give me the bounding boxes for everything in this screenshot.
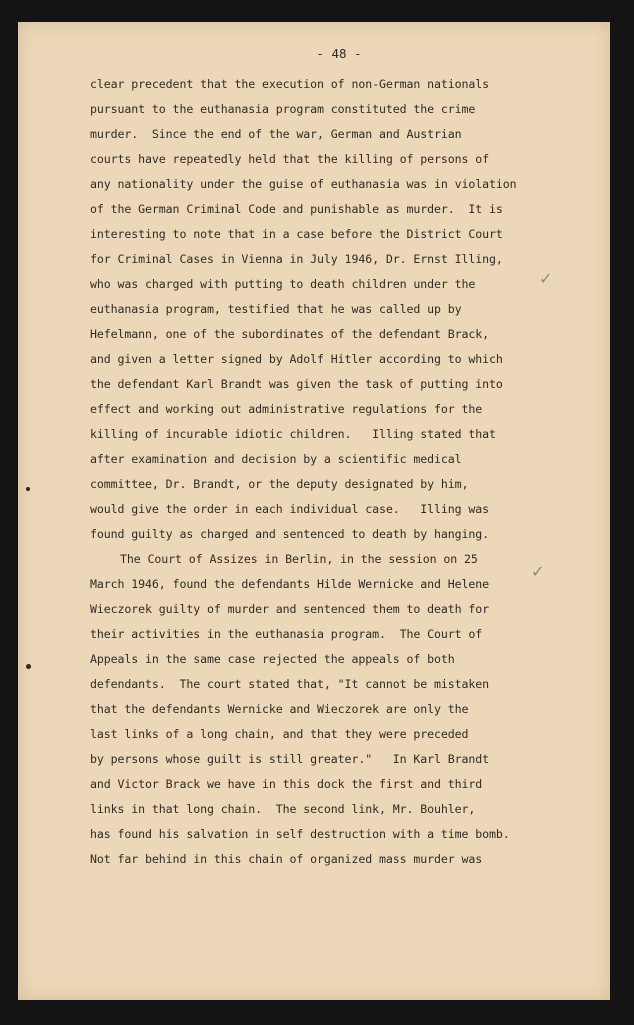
text-line: of the German Criminal Code and punishable as murder. It is — [90, 202, 503, 216]
text-line: by persons whose guilt is still greater." In Karl Brandt — [90, 752, 490, 766]
text-line: defendants. The court stated that, "It cannot be mistaken — [90, 677, 490, 691]
text-line: links in that long chain. The second link, Mr. Bouhler, — [90, 802, 476, 816]
text-line: after examination and decision by a scientific medical — [90, 452, 462, 466]
text-line: Hefelmann, one of the subordinates of the defendant Brack, — [90, 327, 490, 341]
body-text — [90, 72, 590, 872]
text-line: pursuant to the euthanasia program constituted the crime — [90, 102, 476, 116]
text-line: clear precedent that the execution of non-German nationals — [90, 77, 490, 91]
text-line: would give the order in each individual case. Illing was — [90, 502, 490, 516]
text-line: Wieczorek guilty of murder and sentenced them to death for — [90, 602, 490, 616]
text-line: and Victor Brack we have in this dock the first and third — [90, 777, 483, 791]
text-line: any nationality under the guise of euthanasia was in violation — [90, 177, 517, 191]
text-line: killing of incurable idiotic children. Illing stated that — [90, 427, 496, 441]
document-page — [18, 22, 610, 1000]
text-line: the defendant Karl Brandt was given the task of putting into — [90, 377, 503, 391]
paragraph-start-line: The Court of Assizes in Berlin, in the session on 25 — [120, 552, 478, 566]
checkmark-annotation: ✓ — [531, 562, 545, 581]
text-line: courts have repeatedly held that the killing of persons of — [90, 152, 490, 166]
text-line: March 1946, found the defendants Hilde Wernicke and Helene — [90, 577, 490, 591]
text-line: euthanasia program, testified that he was called up by — [90, 302, 462, 316]
page-number: - 48 - — [316, 46, 362, 61]
text-line: has found his salvation in self destruction with a time bomb. — [90, 827, 510, 841]
text-line: Appeals in the same case rejected the appeals of both — [90, 652, 455, 666]
text-line: their activities in the euthanasia program. The Court of — [90, 627, 483, 641]
text-line: found guilty as charged and sentenced to death by hanging. — [90, 527, 490, 541]
margin-dot — [26, 487, 30, 491]
text-line: that the defendants Wernicke and Wieczorek are only the — [90, 702, 469, 716]
text-line: Not far behind in this chain of organized mass murder was — [90, 852, 483, 866]
text-line: who was charged with putting to death children under the — [90, 277, 476, 291]
margin-dot — [26, 664, 31, 669]
checkmark-annotation: ✓ — [539, 269, 553, 288]
text-line: committee, Dr. Brandt, or the deputy designated by him, — [90, 477, 469, 491]
text-line: and given a letter signed by Adolf Hitler according to which — [90, 352, 503, 366]
text-line: effect and working out administrative regulations for the — [90, 402, 483, 416]
text-line: for Criminal Cases in Vienna in July 1946, Dr. Ernst Illing, — [90, 252, 503, 266]
text-line: interesting to note that in a case before the District Court — [90, 227, 503, 241]
text-line: last links of a long chain, and that they were preceded — [90, 727, 469, 741]
text-line: murder. Since the end of the war, German and Austrian — [90, 127, 462, 141]
